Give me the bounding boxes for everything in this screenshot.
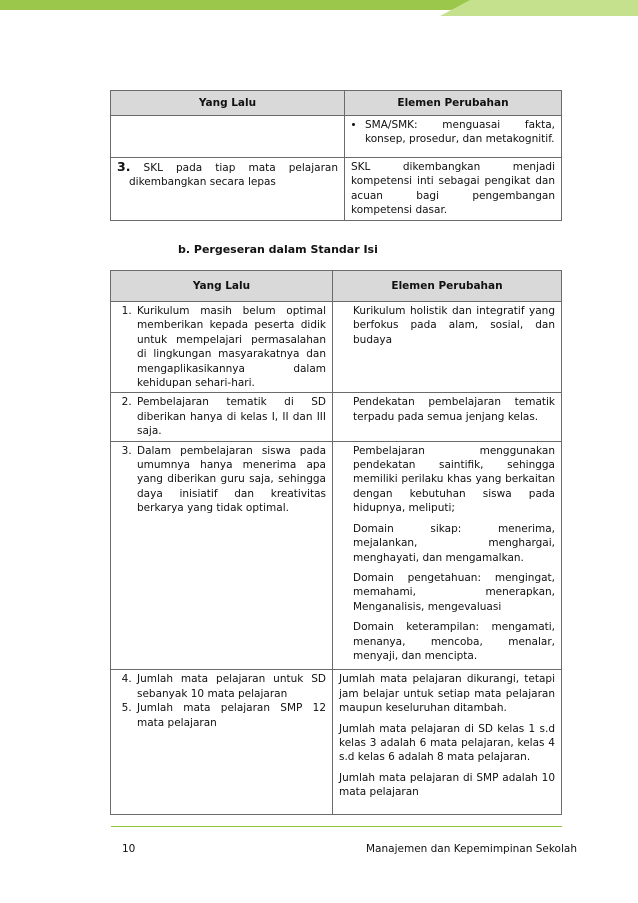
table-cell xyxy=(111,158,345,221)
table-cell xyxy=(111,393,333,441)
running-footer-title: Manajemen dan Kepemimpinan Sekolah xyxy=(366,843,577,855)
list-item: 4. Jumlah mata pelajaran untuk SD sebanyak 10 mata pelajaran xyxy=(135,672,326,701)
table-row xyxy=(111,116,562,158)
table-row xyxy=(111,393,562,441)
table-cell xyxy=(111,441,333,670)
paragraph: Jumlah mata pelajaran di SMP adalah 10 mata pelajaran xyxy=(339,771,555,799)
header-elemen-perubahan: Elemen Perubahan xyxy=(333,271,562,302)
table-header-row xyxy=(111,271,562,302)
item-number: 3. xyxy=(117,159,131,174)
header-yang-lalu: Yang Lalu xyxy=(111,271,333,302)
table-standar-isi xyxy=(110,270,562,815)
section-heading: b. Pergeseran dalam Standar Isi xyxy=(178,243,378,256)
decorative-header-band xyxy=(0,0,638,16)
page-number: 10 xyxy=(122,843,136,855)
list-item: 2. Pembelajaran tematik di SD diberikan hanya di kelas I, II dan III saja. xyxy=(135,395,326,438)
table-row xyxy=(111,158,562,221)
table-skl-changes xyxy=(110,90,562,221)
paragraph: Pembelajaran menggunakan pendekatan saintifik, sehingga memiliki perilaku khas yang berkaitan dengan kebutuhan siswa pada hidupnya, meliputi; xyxy=(353,444,555,515)
table-header-row xyxy=(111,91,562,116)
paragraph: Domain sikap: menerima, mejalankan, menghargai, menghayati, dan mengamalkan. xyxy=(353,522,555,564)
paragraph: Jumlah mata pelajaran di SD kelas 1 s.d kelas 3 adalah 6 mata pelajaran, kelas 4 s.d kelas 6 adalah 8 mata pelajaran. xyxy=(339,722,555,764)
header-elemen-perubahan: Elemen Perubahan xyxy=(345,91,562,116)
table-cell xyxy=(111,302,333,393)
table-row xyxy=(111,302,562,393)
table-row xyxy=(111,441,562,670)
header-band-graphic xyxy=(0,0,638,16)
table-cell xyxy=(333,670,562,814)
list-item: 3. Dalam pembelajaran siswa pada umumnya hanya menerima apa yang diberikan guru saja, sehingga daya inisiatif dan kreativitas berkarya yang tidak optimal. xyxy=(135,444,326,516)
bullet-item: • SMA/SMK: menguasai fakta, konsep, prosedur, dan metakognitif. xyxy=(365,118,555,147)
paragraph: Domain keterampilan: mengamati, menanya, mencoba, menalar, menyaji, dan mencipta. xyxy=(353,621,555,662)
table-cell: Kurikulum holistik dan integratif yang berfokus pada alam, sosial, dan budaya xyxy=(333,302,562,393)
list-item: 5. Jumlah mata pelajaran SMP 12 mata pelajaran xyxy=(135,701,326,730)
table-cell xyxy=(345,116,562,158)
header-yang-lalu: Yang Lalu xyxy=(111,91,345,116)
list-item: 1. Kurikulum masih belum optimal memberikan kepada peserta didik untuk mempelajari permasalahan di lingkungan masyarakatnya dan mengaplikasikannya dalam kehidupan sehari-hari. xyxy=(135,304,326,390)
table-cell xyxy=(111,670,333,814)
table-cell xyxy=(333,441,562,670)
empty-cell xyxy=(111,116,345,158)
paragraph: Jumlah mata pelajaran dikurangi, tetapi jam belajar untuk setiap mata pelajaran maupun keseluruhan ditambah. xyxy=(339,673,555,715)
cell-text: SKL pada tiap mata pelajaran dikembangkan secara lepas xyxy=(129,162,338,189)
table-cell: SKL dikembangkan menjadi kompetensi inti sebagai pengikat dan acuan bagi pengembangan kompetensi dasar. xyxy=(345,158,562,221)
footer-divider xyxy=(111,826,562,827)
table-cell: Pendekatan pembelajaran tematik terpadu pada semua jenjang kelas. xyxy=(333,393,562,441)
table-row xyxy=(111,670,562,814)
paragraph: Domain pengetahuan: mengingat, memahami, menerapkan, Menganalisis, mengevaluasi xyxy=(353,571,555,613)
